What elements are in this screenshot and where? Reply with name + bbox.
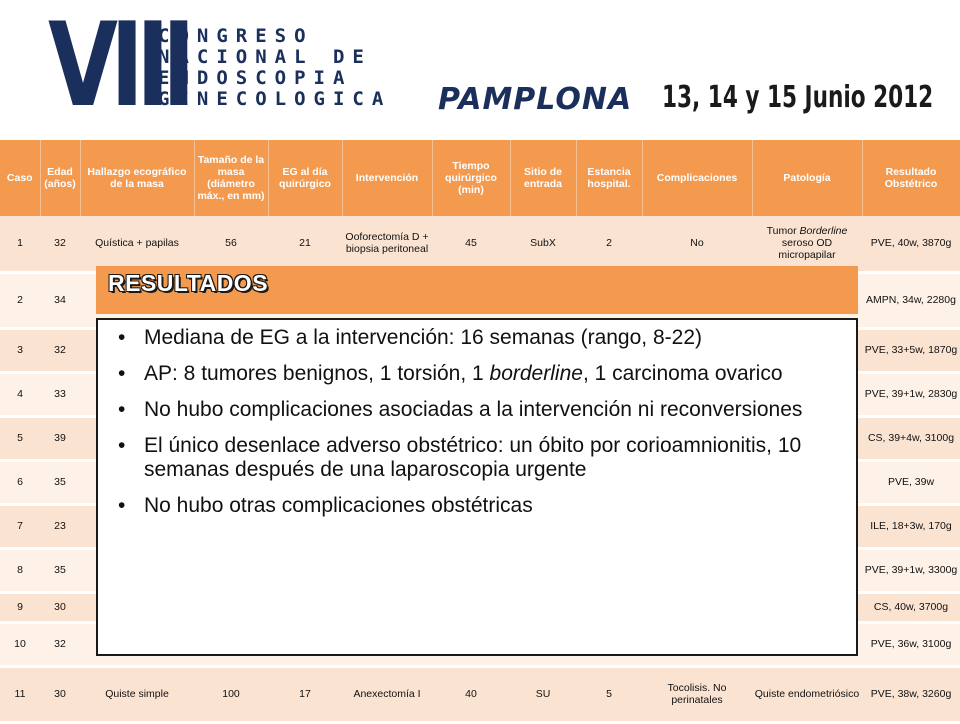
cell-edad: 32 xyxy=(40,622,80,666)
table-header-row xyxy=(0,140,960,216)
congress-name xyxy=(158,26,391,110)
cell-estancia: 2 xyxy=(576,216,642,272)
cell-sitio: SU xyxy=(510,666,576,722)
column-header: Edad (años) xyxy=(40,140,80,216)
cell-estancia: 5 xyxy=(576,666,642,722)
cell-resultado: CS, 39+4w, 3100g xyxy=(862,416,960,460)
cell-resultado: AMPN, 34w, 2280g xyxy=(862,272,960,328)
cell-complicaciones: Tocolisis. No perinatales xyxy=(642,666,752,722)
cell-caso: 6 xyxy=(0,460,40,504)
congress-name-line: CONGRESO xyxy=(158,25,314,47)
cell-edad: 34 xyxy=(40,272,80,328)
results-bullet xyxy=(144,398,842,422)
cell-caso: 2 xyxy=(0,272,40,328)
cell-resultado: PVE, 33+5w, 1870g xyxy=(862,328,960,372)
column-header: Caso xyxy=(0,140,40,216)
table-row xyxy=(0,216,960,272)
cell-patologia xyxy=(752,216,862,272)
table-row xyxy=(0,666,960,722)
cell-caso: 7 xyxy=(0,504,40,548)
results-bullet xyxy=(144,362,842,386)
column-header: Tiempo quirúrgico (min) xyxy=(432,140,510,216)
patologia-text: Borderline xyxy=(799,225,848,238)
cell-caso: 9 xyxy=(0,592,40,622)
cell-resultado: PVE, 38w, 3260g xyxy=(862,666,960,722)
cell-caso: 4 xyxy=(0,372,40,416)
cell-edad: 32 xyxy=(40,328,80,372)
cell-resultado: PVE, 39w xyxy=(862,460,960,504)
cell-caso: 10 xyxy=(0,622,40,666)
column-header: Sitio de entrada xyxy=(510,140,576,216)
cell-resultado: ILE, 18+3w, 170g xyxy=(862,504,960,548)
cell-caso: 8 xyxy=(0,548,40,592)
bullet-text: No hubo otras complicaciones obstétricas xyxy=(144,494,533,517)
results-bullet xyxy=(144,494,842,518)
results-list xyxy=(98,320,856,518)
bullet-text: El único desenlace adverso obstétrico: un óbito por corioamnionitis, 10 semanas después de una laparoscopia urgente xyxy=(144,434,802,481)
cell-edad: 30 xyxy=(40,592,80,622)
cell-patologia xyxy=(752,666,862,722)
patologia-text: Tumor xyxy=(766,225,800,238)
bullet-text: borderline xyxy=(489,362,583,385)
cell-edad: 39 xyxy=(40,416,80,460)
congress-dates: 13, 14 y 15 Junio 2012 xyxy=(662,80,934,115)
congress-name-line: ENDOSCOPIA xyxy=(158,67,353,89)
results-bullet xyxy=(144,326,842,350)
bullet-text: AP: 8 tumores benignos, 1 torsión, 1 xyxy=(144,362,490,385)
results-bullet xyxy=(144,434,842,482)
patologia-text: Quiste endometriósico xyxy=(754,688,860,700)
congress-banner xyxy=(0,0,960,140)
cell-caso: 3 xyxy=(0,328,40,372)
column-header: Resultado Obstétrico xyxy=(862,140,960,216)
column-header: EG al día quirúrgico xyxy=(268,140,342,216)
column-header: Estancia hospital. xyxy=(576,140,642,216)
results-title: RESULTADOS xyxy=(108,270,269,296)
cell-hallazgo: Quiste simple xyxy=(80,666,194,722)
column-header: Tamaño de la masa (diámetro máx., en mm) xyxy=(194,140,268,216)
cell-complicaciones: No xyxy=(642,216,752,272)
cell-edad: 30 xyxy=(40,666,80,722)
results-title-bar xyxy=(96,266,858,314)
cell-tamano: 56 xyxy=(194,216,268,272)
cell-resultado: PVE, 40w, 3870g xyxy=(862,216,960,272)
bullet-text: No hubo complicaciones asociadas a la intervención ni reconversiones xyxy=(144,398,803,421)
patologia-text: seroso OD micropapilar xyxy=(778,237,836,262)
cell-eg: 21 xyxy=(268,216,342,272)
congress-city: PAMPLONA xyxy=(438,82,633,117)
cell-eg: 17 xyxy=(268,666,342,722)
cell-resultado: PVE, 39+1w, 2830g xyxy=(862,372,960,416)
cell-edad: 33 xyxy=(40,372,80,416)
cell-tamano: 100 xyxy=(194,666,268,722)
cell-caso: 11 xyxy=(0,666,40,722)
congress-name-line: NACIONAL DE xyxy=(158,46,372,68)
cell-resultado: CS, 40w, 3700g xyxy=(862,592,960,622)
bullet-text: Mediana de EG a la intervención: 16 semanas (rango, 8-22) xyxy=(144,326,702,349)
cell-caso: 5 xyxy=(0,416,40,460)
column-header: Patología xyxy=(752,140,862,216)
cell-caso: 1 xyxy=(0,216,40,272)
cell-intervencion: Anexectomía I xyxy=(342,666,432,722)
column-header: Hallazgo ecográfico de la masa xyxy=(80,140,194,216)
cell-tiempo: 45 xyxy=(432,216,510,272)
column-header: Intervención xyxy=(342,140,432,216)
bullet-text: , 1 carcinoma ovarico xyxy=(582,362,783,385)
cell-resultado: PVE, 36w, 3100g xyxy=(862,622,960,666)
cell-intervencion: Ooforectomía D + biopsia peritoneal xyxy=(342,216,432,272)
cell-edad: 35 xyxy=(40,460,80,504)
congress-name-line: GINECOLOGICA xyxy=(158,88,392,110)
cell-hallazgo: Quística + papilas xyxy=(80,216,194,272)
cell-edad: 32 xyxy=(40,216,80,272)
cell-edad: 23 xyxy=(40,504,80,548)
column-header: Complicaciones xyxy=(642,140,752,216)
cell-edad: 35 xyxy=(40,548,80,592)
cell-tiempo: 40 xyxy=(432,666,510,722)
results-box xyxy=(96,318,858,656)
cell-resultado: PVE, 39+1w, 3300g xyxy=(862,548,960,592)
congress-number: VIII xyxy=(48,0,188,133)
cell-sitio: SubX xyxy=(510,216,576,272)
